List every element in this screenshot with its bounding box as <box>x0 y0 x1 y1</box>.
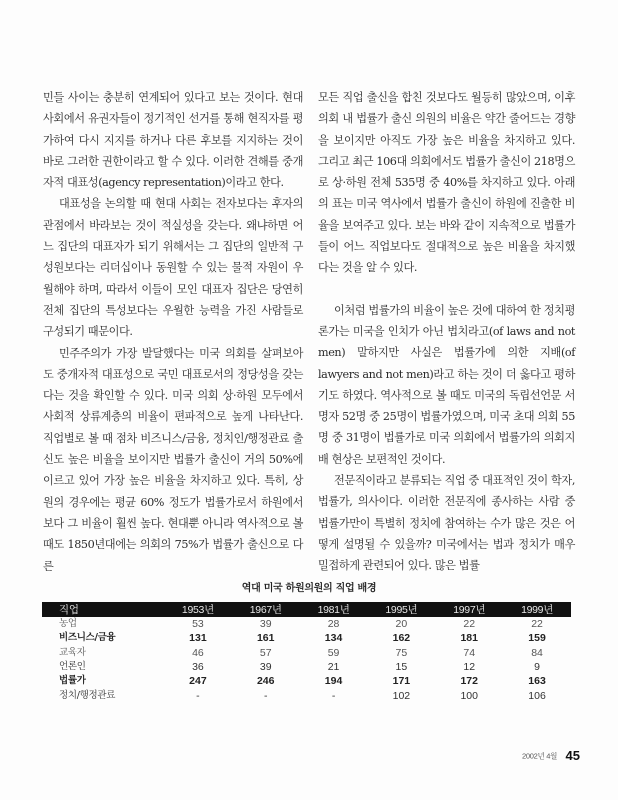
occupation-cell: 법률가 <box>59 675 86 687</box>
value-cell: 181 <box>460 632 478 645</box>
value-cell: 163 <box>528 675 546 688</box>
paragraph: 민들 사이는 충분히 연계되어 있다고 보는 것이다. 현대 사회에서 유권자들이 정기적인 선거를 통해 현직자를 평가하여 다시 지지를 하거나 다른 후보를 지지하는 것이 바로 그러한 권한이라고 할 수 있다. 이러한 견해를 중개자적 대표성(agency representation)이라고 한다. <box>43 91 303 190</box>
value-cell: 172 <box>460 675 478 688</box>
value-cell: 246 <box>256 675 275 688</box>
table-row <box>42 660 571 674</box>
table-row <box>42 617 571 631</box>
table-row <box>42 674 571 688</box>
value-cell: 12 <box>463 661 476 674</box>
value-cell: 53 <box>192 618 204 631</box>
value-cell: 46 <box>192 646 204 659</box>
header-year: 1953년 <box>164 602 232 617</box>
header-occupation: 직업 <box>42 602 164 617</box>
value-cell: 247 <box>189 675 207 688</box>
value-cell: 159 <box>528 632 546 645</box>
paragraph: 민주주의가 가장 발달했다는 미국 의회를 살펴보아도 중개자적 대표성으로 국민 대표로서의 정당성을 갖는다는 것을 확인할 수 있다. 미국 의회 상·하원 모두에서 사회적 상류계층의 비율이 편파적으로 높게 나타난다. 직업별로 볼 때 점차 비즈니스/금융, 정치인/행정관료 출신도 높은 비율을 보이지만 법률가 출신이 거의 50%에 이르고 있어 가장 높은 비율을 차지하고 있다. 특히, 상원의 경우에는 평균 60% 정도가 법률가로서 하원에서보다 그 비율이 훨씬 높다. 현대뿐 아니라 역사적으로 볼 때도 1850년대에는 의회의 75%가 법률가 출신으로 다른 <box>43 346 303 573</box>
value-cell: 28 <box>327 618 340 631</box>
header-year: 1967년 <box>232 602 300 617</box>
table-row <box>42 646 571 660</box>
occupation-cell: 비즈니스/금융 <box>59 632 116 644</box>
value-cell: 75 <box>395 646 408 659</box>
paragraph: 전문직이라고 분류되는 직업 중 대표적인 것이 학자, 법률가, 의사이다. 이러한 전문직에 종사하는 사람 중 법률가만이 특별히 정치에 참여하는 수가 많은 것은 어떻게 설명될 수 있을까? 미국에서는 법과 정치가 매우 밀접하게 관련되어 있다. 많은 법률 <box>318 474 575 573</box>
article-right-column <box>318 87 575 577</box>
value-cell: - <box>196 689 200 702</box>
occupation-cell: 농업 <box>59 618 77 630</box>
value-cell: 102 <box>392 689 411 702</box>
value-cell: 100 <box>460 689 478 702</box>
value-cell: 57 <box>259 646 272 659</box>
value-cell: 161 <box>256 632 275 645</box>
value-cell: 36 <box>192 661 204 674</box>
header-year: 1995년 <box>367 602 435 617</box>
table-row <box>42 631 571 645</box>
value-cell: 74 <box>463 646 476 659</box>
value-cell: 15 <box>395 661 408 674</box>
value-cell: 194 <box>324 675 343 688</box>
value-cell: 59 <box>327 646 340 659</box>
table-header-row <box>42 602 571 617</box>
page-number: 45 <box>565 748 580 764</box>
article-left-column <box>43 87 303 577</box>
value-cell: 22 <box>463 618 476 631</box>
occupation-table <box>42 602 571 703</box>
header-year: 1997년 <box>435 602 503 617</box>
issue-date: 2002년 4월 <box>522 751 558 761</box>
table-title: 역대 미국 하원의원의 직업 배경 <box>241 583 377 594</box>
value-cell: - <box>331 689 336 702</box>
value-cell: 39 <box>259 661 272 674</box>
paragraph: 대표성을 논의할 때 현대 사회는 전자보다는 후자의 관점에서 바라보는 것이 적실성을 갖는다. 왜냐하면 어느 집단의 대표자가 되기 위해서는 그 집단의 일반적 구성원보다는 리더십이나 동원할 수 있는 물적 자원이 우월해야 하며, 따라서 이들이 모인 대표자 집단은 당연히 전체 집단의 특성보다는 우월한 능력을 가진 사람들로 구성되기 때문이다. <box>43 197 303 339</box>
value-cell: 106 <box>528 689 546 702</box>
table-row <box>42 688 571 702</box>
value-cell: 22 <box>531 618 543 631</box>
value-cell: 9 <box>534 661 540 674</box>
occupation-cell: 정치/행정관료 <box>59 689 116 701</box>
value-cell: 84 <box>531 646 543 659</box>
occupation-cell: 교육자 <box>59 646 86 658</box>
value-cell: 39 <box>259 618 272 631</box>
page-footer <box>522 747 580 765</box>
value-cell: 21 <box>327 661 340 674</box>
occupation-cell: 언론인 <box>59 661 86 673</box>
value-cell: 20 <box>395 618 408 631</box>
paragraph: 모든 직업 출신을 합친 것보다도 월등히 많았으며, 이후 의회 내 법률가 출신 의원의 비율은 약간 줄어드는 경향을 보이지만 아직도 가장 높은 비율을 차지하고 있다. 그리고 최근 106대 의회에서도 법률가 출신이 218명으로 상·하원 전체 535명 중 40%를 차지하고 있다. 아래의 표는 미국 역사에서 법률가 출신이 하원에 진출한 비율을 보여주고 있다. 보는 바와 같이 지속적으로 법률가들이 어느 직업보다도 절대적으로 높은 비율을 차지했다는 것을 알 수 있다. <box>318 91 575 275</box>
value-cell: 162 <box>392 632 411 645</box>
header-year: 1981년 <box>300 602 368 617</box>
value-cell: 131 <box>189 632 207 645</box>
value-cell: - <box>263 689 268 702</box>
value-cell: 134 <box>324 632 343 645</box>
value-cell: 171 <box>392 675 411 688</box>
header-year: 1999년 <box>503 602 571 617</box>
paragraph: 이처럼 법률가의 비율이 높은 것에 대하여 한 정치평론가는 미국을 인치가 아닌 법치라고(of laws and not men) 말하지만 사실은 법률가에 의한 지배(of lawyers and not men)라고 하는 것이 더 옳다고 평하기도 하였다. 역사적으로 볼 때도 미국의 독립선언문 서명자 52명 중 25명이 법률가였으며, 미국 초대 의회 55명 중 31명이 법률가로 미국 의회에서 법률가의 의회지배 현상은 보편적인 것이다. <box>318 303 575 466</box>
